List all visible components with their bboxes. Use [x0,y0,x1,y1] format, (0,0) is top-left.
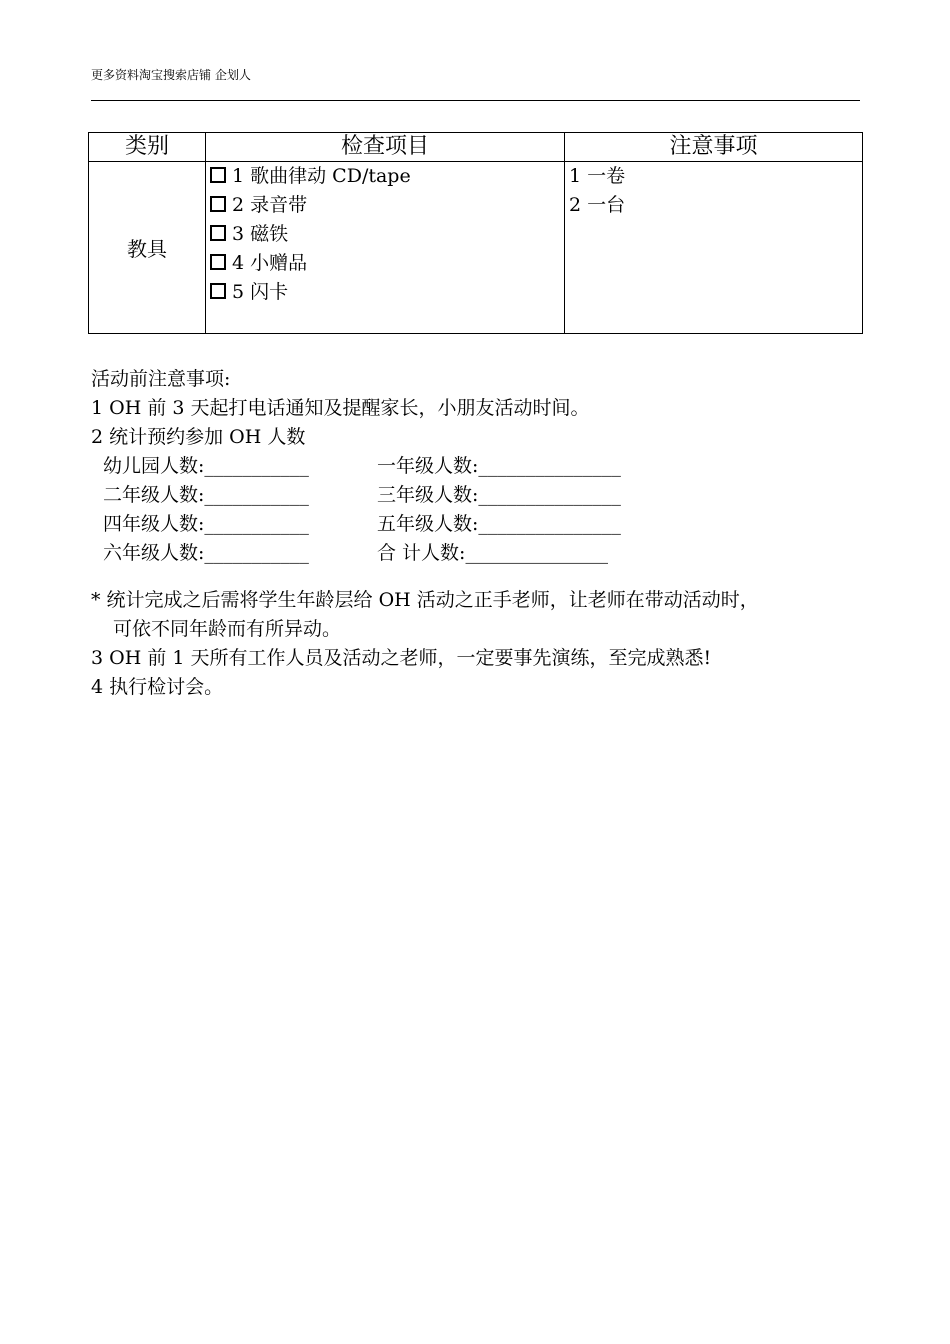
check-item[interactable] [206,220,564,249]
star-note: * 统计完成之后需将学生年龄层给 OH 活动之正手老师，让老师在带动活动时， [91,589,759,611]
count-row [91,481,871,510]
check-item-label: 2 录音带 [232,194,308,216]
header-rule [91,100,860,101]
count-row [91,539,871,568]
column-header-check-items: 检查项目 [206,133,565,162]
count-field: 四年级人数:___________ [103,513,309,535]
note-item: 2 一台 [569,194,626,216]
checklist-table [88,132,863,334]
pre-activity-notes [91,365,871,702]
table-row [89,162,863,334]
count-field: 合 计人数:_______________ [377,542,608,564]
spacer [91,568,871,586]
column-header-category: 类别 [89,133,206,162]
table-header-row [89,133,863,162]
notes-cell [565,162,863,334]
check-item-label: 4 小赠品 [232,252,308,274]
note-item: 1 一卷 [569,165,626,187]
checkbox-icon[interactable] [210,254,226,270]
check-item[interactable] [206,249,564,278]
check-item-label: 3 磁铁 [232,223,289,245]
checkbox-icon[interactable] [210,196,226,212]
check-items-cell [206,162,565,334]
column-header-notes: 注意事项 [565,133,863,162]
checkbox-icon[interactable] [210,283,226,299]
count-field: 幼儿园人数:___________ [103,455,309,477]
count-field: 三年级人数:_______________ [377,484,621,506]
checkbox-icon[interactable] [210,167,226,183]
count-row [91,510,871,539]
count-field: 一年级人数:_______________ [377,455,621,477]
check-item[interactable] [206,162,564,191]
category-cell: 教具 [89,162,206,334]
check-item[interactable] [206,191,564,220]
checkbox-icon[interactable] [210,225,226,241]
note-line-2: 2 统计预约参加 OH 人数 [91,426,306,448]
note-line-1: 1 OH 前 3 天起打电话通知及提醒家长，小朋友活动时间。 [91,397,590,419]
count-row [91,452,871,481]
count-field: 二年级人数:___________ [103,484,309,506]
count-field: 五年级人数:_______________ [377,513,621,535]
notes-title: 活动前注意事项: [91,368,231,390]
page-header: 更多资料淘宝搜索店铺 企划人 [91,68,251,82]
check-item[interactable] [206,278,564,307]
count-field: 六年级人数:___________ [103,542,309,564]
note-line-3: 3 OH 前 1 天所有工作人员及活动之老师，一定要事先演练，至完成熟悉! [91,647,712,669]
note-line-4: 4 执行检讨会。 [91,676,224,698]
check-item-label: 5 闪卡 [232,281,289,303]
check-item-label: 1 歌曲律动 CD/tape [232,165,411,187]
star-note-continued: 可依不同年龄而有所异动。 [113,618,342,640]
